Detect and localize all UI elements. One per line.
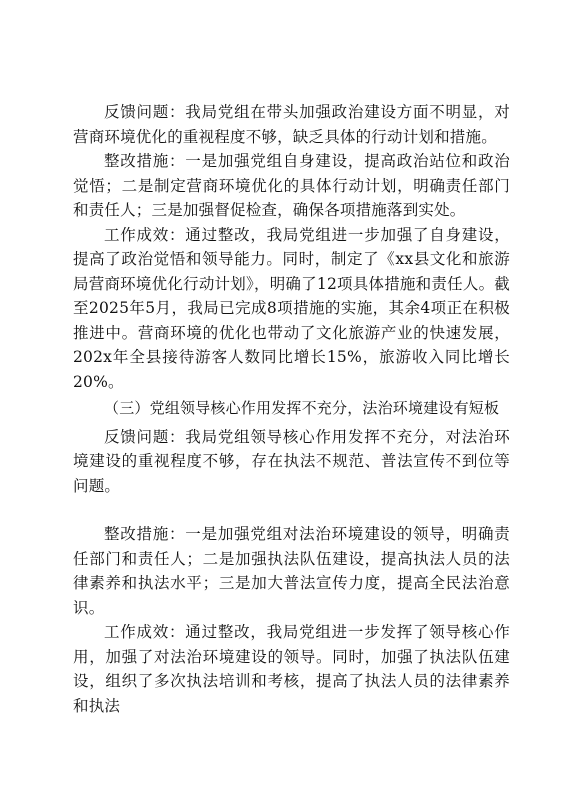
paragraph-feedback-3: 反馈问题：我局党组领导核心作用发挥不充分，对法治环境建设的重视程度不够，存在执法不规范、普法宣传不到位等问题。 bbox=[73, 427, 510, 495]
paragraph-results-3: 工作成效：通过整改，我局党组进一步发挥了领导核心作用，加强了对法治环境建设的领导。同时，加强了执法队伍建设，组织了多次执法培训和考核，提高了执法人员的法律素养和执法 bbox=[73, 623, 510, 715]
paragraph-measures-1: 整改措施：一是加强党组自身建设，提高政治站位和政治觉悟；二是制定营商环境优化的具体行动计划，明确责任部门和责任人；三是加强督促检查，确保各项措施落到实处。 bbox=[73, 152, 510, 219]
paragraph-feedback-1: 反馈问题：我局党组在带头加强政治建设方面不明显，对营商环境优化的重视程度不够，缺乏具体的行动计划和措施。 bbox=[73, 103, 510, 146]
section-heading-3: （三）党组领导核心作用发挥不充分，法治环境建设有短板 bbox=[104, 399, 500, 417]
paragraph-measures-3: 整改措施：一是加强党组对法治环境建设的领导，明确责任部门和责任人；二是加强执法队伍建设，提高执法人员的法律素养和执法水平；三是加大普法宣传力度，提高全民法治意识。 bbox=[73, 525, 510, 617]
paragraph-results-1: 工作成效：通过整改，我局党组进一步加强了自身建设，提高了政治觉悟和领导能力。同时，制定了《xx县文化和旅游局营商环境优化行动计划》，明确了12项具体措施和责任人。截至2025年5月，我局已完成8项措施的实施，其余4项正在积极推进中。营商环境的优化也带动了文化旅游产业的快速发展，202x年全县接待游客人数同比增长15%，旅游收入同比增长20%。 bbox=[73, 225, 510, 391]
